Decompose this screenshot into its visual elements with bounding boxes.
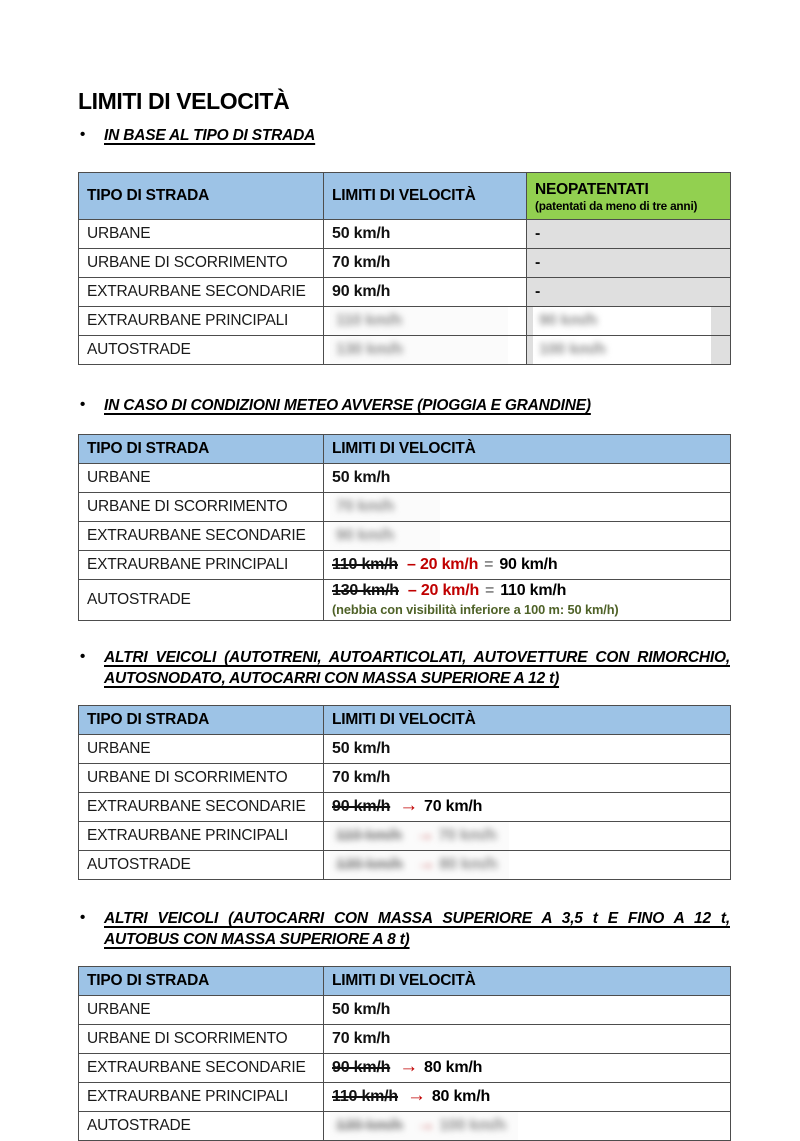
blur-patch [533, 307, 711, 335]
table-header-row [79, 967, 731, 996]
road-type-label: URBANE [87, 1001, 151, 1018]
blurred-value: 130 km/h [336, 1117, 403, 1134]
section-2-heading [78, 395, 730, 416]
limit-cell-adjusted [324, 793, 731, 822]
header-label: LIMITI DI VELOCITÀ [332, 711, 476, 728]
road-type-label: URBANE [87, 225, 151, 242]
neo-value: - [535, 254, 541, 271]
blur-patch [330, 522, 440, 550]
arrow-right-icon: → [416, 853, 435, 874]
road-type-label: URBANE DI SCORRIMENTO [87, 1030, 288, 1047]
road-type-label: URBANE [87, 740, 151, 757]
table-row-urbane-di-scorrimento [79, 249, 731, 278]
limit-cell-blurred [324, 307, 527, 336]
table-header-row [79, 706, 731, 735]
road-type-cell [79, 493, 324, 522]
bullet-dot-icon: • [80, 126, 86, 143]
blur-patch [330, 851, 509, 879]
limit-cell-blurred [324, 822, 731, 851]
blur-patch [330, 493, 440, 521]
arrow-right-icon: → [416, 1114, 435, 1135]
blur-patch [330, 336, 508, 364]
col-header-limiti-di-velocita [324, 706, 731, 735]
col-header-tipo-di-strada [79, 967, 324, 996]
table-row-urbane [79, 220, 731, 249]
header-label: LIMITI DI VELOCITÀ [332, 187, 476, 204]
table-row-extraurbane-secondarie [79, 522, 731, 551]
blurred-value: 110 km/h [336, 312, 403, 329]
result-value: 80 km/h [431, 1088, 491, 1105]
strikethrough-value: 90 km/h [332, 798, 391, 815]
road-type-label: EXTRAURBANE PRINCIPALI [87, 312, 289, 329]
blurred-value: 80 km/h [439, 856, 498, 873]
blurred-value: 70 km/h [438, 827, 497, 844]
table-row-extraurbane-principali [79, 307, 731, 336]
neopatentati-cell-blurred [527, 336, 731, 365]
road-type-label: URBANE DI SCORRIMENTO [87, 498, 288, 515]
bullet-dot-icon: • [80, 648, 86, 665]
neo-value: - [535, 225, 541, 242]
limit-value: 50 km/h [332, 225, 391, 242]
header-label: TIPO DI STRADA [87, 440, 210, 457]
road-type-label: URBANE [87, 469, 151, 486]
limit-cell-blurred [324, 336, 527, 365]
limit-cell [324, 464, 731, 493]
neopatentati-cell [527, 249, 731, 278]
road-type-cell [79, 822, 324, 851]
road-type-cell [79, 249, 324, 278]
limit-cell [324, 278, 527, 307]
limit-value: 50 km/h [332, 740, 391, 757]
col-header-limiti-di-velocita [324, 967, 731, 996]
red-adjustment: – 20 km/h [407, 556, 479, 573]
section-3-title-line1: ALTRI VEICOLI (AUTOTRENI, AUTOARTICOLATI, AUTOVETTURE CON RIMORCHIO, [104, 649, 730, 666]
road-type-label: AUTOSTRADE [87, 1117, 191, 1134]
col-header-neopatentati [527, 173, 731, 220]
section-3-heading [78, 647, 730, 689]
neopatentati-cell-blurred [527, 307, 731, 336]
section-1-title: IN BASE AL TIPO DI STRADA [104, 127, 316, 144]
table-row-autostrade [79, 580, 731, 621]
table-row-extraurbane-secondarie [79, 278, 731, 307]
limit-cell-blurred [324, 851, 731, 880]
road-type-cell [79, 735, 324, 764]
road-type-label: AUTOSTRADE [87, 341, 191, 358]
road-type-label: AUTOSTRADE [87, 591, 191, 608]
limit-cell-adjusted [324, 580, 731, 621]
road-type-cell [79, 580, 324, 621]
limit-value: 70 km/h [332, 1030, 391, 1047]
col-header-limiti-di-velocita [324, 173, 527, 220]
limit-value: 90 km/h [332, 283, 391, 300]
road-type-cell [79, 307, 324, 336]
header-sublabel: (patentati da meno di tre anni) [535, 198, 698, 213]
col-header-tipo-di-strada [79, 435, 324, 464]
header-label: TIPO DI STRADA [87, 972, 210, 989]
road-type-label: EXTRAURBANE SECONDARIE [87, 283, 306, 300]
table-row-extraurbane-principali [79, 822, 731, 851]
bullet-dot-icon: • [80, 909, 86, 926]
result-value: 70 km/h [424, 798, 483, 815]
road-type-label: EXTRAURBANE PRINCIPALI [87, 556, 289, 573]
road-type-cell [79, 851, 324, 880]
blurred-value: 100 km/h [439, 1117, 507, 1134]
road-type-label: URBANE DI SCORRIMENTO [87, 254, 288, 271]
header-label: LIMITI DI VELOCITÀ [332, 972, 476, 989]
road-type-cell [79, 220, 324, 249]
blur-patch [330, 307, 508, 335]
page-title: LIMITI DI VELOCITÀ [78, 88, 290, 114]
neopatentati-cell [527, 220, 731, 249]
limit-cell [324, 996, 731, 1025]
road-type-label: EXTRAURBANE SECONDARIE [87, 1059, 306, 1076]
road-type-cell [79, 996, 324, 1025]
blur-patch [533, 336, 711, 364]
blurred-value: 90 km/h [336, 527, 395, 544]
table-row-urbane [79, 464, 731, 493]
equals-sign: = [485, 582, 495, 599]
limit-cell-adjusted [324, 1083, 731, 1112]
arrow-right-icon: → [415, 824, 435, 845]
result-value: 80 km/h [424, 1059, 483, 1076]
blurred-value: 70 km/h [336, 498, 395, 515]
limit-value: 70 km/h [332, 769, 391, 786]
result-value: 90 km/h [499, 556, 558, 573]
road-type-label: AUTOSTRADE [87, 856, 191, 873]
limit-cell-blurred [324, 522, 731, 551]
limit-cell [324, 220, 527, 249]
table-row-urbane-di-scorrimento [79, 493, 731, 522]
limit-cell [324, 249, 527, 278]
road-type-cell [79, 1083, 324, 1112]
road-type-label: EXTRAURBANE PRINCIPALI [87, 1088, 289, 1105]
section-4-heading [78, 908, 730, 950]
road-type-label: EXTRAURBANE SECONDARIE [87, 527, 306, 544]
table-row-autostrade [79, 851, 731, 880]
blurred-value: 110 km/h [336, 827, 403, 844]
strikethrough-value: 110 km/h [332, 556, 399, 573]
speed-table-by-road-type [78, 172, 731, 365]
col-header-tipo-di-strada [79, 706, 324, 735]
table-row-urbane [79, 996, 731, 1025]
table-row-autostrade [79, 336, 731, 365]
section-4-title-line2: AUTOBUS CON MASSA SUPERIORE A 8 t) [104, 931, 410, 948]
strikethrough-value: 130 km/h [332, 582, 399, 599]
blurred-value: 90 km/h [539, 312, 598, 329]
road-type-cell [79, 793, 324, 822]
road-type-cell [79, 336, 324, 365]
neopatentati-cell [527, 278, 731, 307]
arrow-right-icon: → [407, 1085, 426, 1106]
limit-cell-adjusted [324, 1054, 731, 1083]
table-row-extraurbane-secondarie [79, 1054, 731, 1083]
table-row-extraurbane-principali [79, 551, 731, 580]
road-type-cell [79, 464, 324, 493]
strikethrough-value: 110 km/h [332, 1088, 399, 1105]
col-header-limiti-di-velocita [324, 435, 731, 464]
fog-note: (nebbia con visibilità inferiore a 100 m: 50 km/h) [332, 602, 619, 617]
limit-cell [324, 1025, 731, 1054]
road-type-cell [79, 278, 324, 307]
table-header-row [79, 173, 731, 220]
road-type-label: EXTRAURBANE PRINCIPALI [87, 827, 289, 844]
limit-value: 50 km/h [332, 1001, 391, 1018]
table-row-extraurbane-principali [79, 1083, 731, 1112]
arrow-right-icon: → [399, 1056, 418, 1077]
section-2-title: IN CASO DI CONDIZIONI METEO AVVERSE (PIOGGIA E GRANDINE) [104, 397, 591, 414]
speed-table-heavy-vehicles [78, 705, 731, 880]
blurred-value: 100 km/h [539, 341, 606, 358]
header-label: NEOPATENTATI [535, 180, 649, 198]
road-type-label: URBANE DI SCORRIMENTO [87, 769, 288, 786]
table-row-extraurbane-secondarie [79, 793, 731, 822]
col-header-tipo-di-strada [79, 173, 324, 220]
road-type-cell [79, 1025, 324, 1054]
red-adjustment: – 20 km/h [407, 582, 480, 599]
header-label: LIMITI DI VELOCITÀ [332, 440, 476, 457]
blurred-value: 130 km/h [336, 856, 403, 873]
limit-cell-blurred [324, 493, 731, 522]
road-type-cell [79, 551, 324, 580]
arrow-right-icon: → [399, 795, 418, 816]
road-type-label: EXTRAURBANE SECONDARIE [87, 798, 306, 815]
limit-cell [324, 764, 731, 793]
road-type-cell [79, 764, 324, 793]
table-row-urbane-di-scorrimento [79, 1025, 731, 1054]
speed-table-adverse-weather [78, 434, 731, 621]
header-label: TIPO DI STRADA [87, 187, 210, 204]
limit-cell-adjusted [324, 551, 731, 580]
speed-table-medium-vehicles [78, 966, 731, 1141]
limit-cell [324, 735, 731, 764]
table-row-urbane-di-scorrimento [79, 764, 731, 793]
neo-value: - [535, 283, 541, 300]
strikethrough-value: 90 km/h [332, 1059, 391, 1076]
limit-cell-blurred [324, 1112, 731, 1141]
table-row-urbane [79, 735, 731, 764]
blur-patch [330, 1112, 518, 1140]
road-type-cell [79, 1112, 324, 1141]
bullet-dot-icon: • [80, 396, 86, 413]
blur-patch [330, 822, 509, 850]
limit-value: 50 km/h [332, 469, 391, 486]
limit-value: 70 km/h [332, 254, 391, 271]
table-header-row [79, 435, 731, 464]
road-type-cell [79, 1054, 324, 1083]
blurred-value: 130 km/h [336, 341, 403, 358]
road-type-cell [79, 522, 324, 551]
result-value: 110 km/h [500, 582, 567, 599]
section-3-title-line2: AUTOSNODATO, AUTOCARRI CON MASSA SUPERIORE A 12 t) [104, 670, 560, 687]
table-row-autostrade [79, 1112, 731, 1141]
equals-sign: = [484, 556, 494, 573]
header-label: TIPO DI STRADA [87, 711, 210, 728]
section-1-heading [78, 125, 730, 146]
section-4-title-line1: ALTRI VEICOLI (AUTOCARRI CON MASSA SUPERIORE A 3,5 t E FINO A 12 t, [104, 910, 730, 927]
